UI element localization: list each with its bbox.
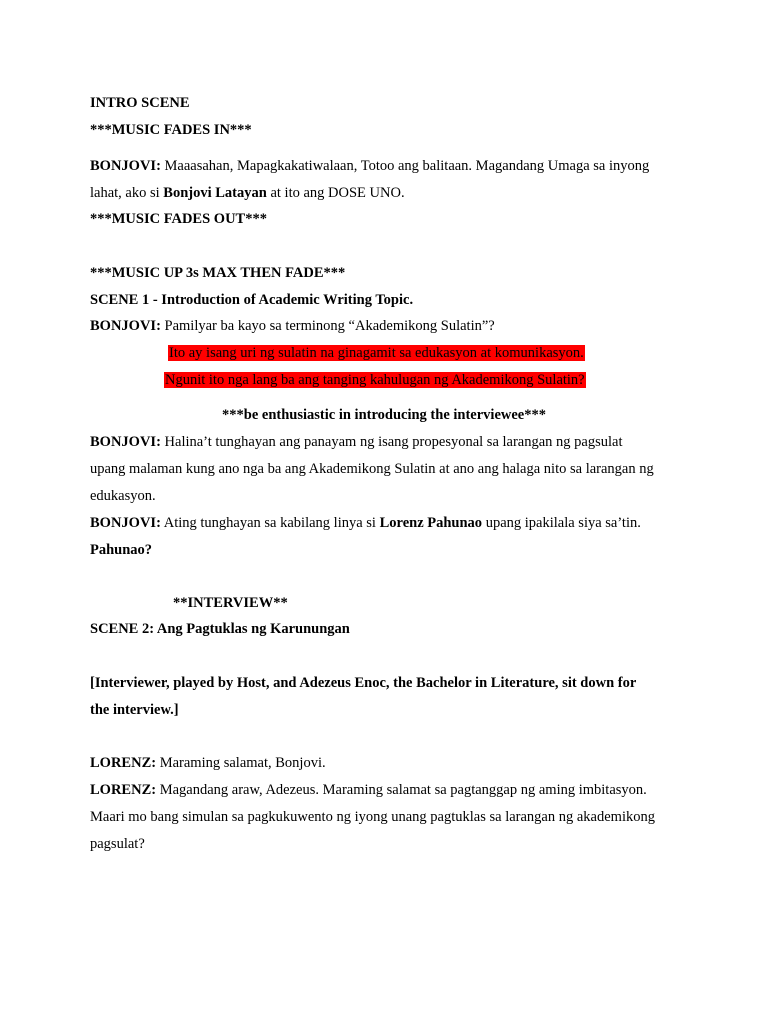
interviewer-name: Lorenz Pahunao — [379, 515, 483, 531]
stage-direction: [Interviewer, played by Host, and Adezeus Enoc, the Bachelor in Literature, sit down for — [90, 675, 637, 691]
dialogue-text: Pamilyar ba kayo sa terminong “Akademikong Sulatin”? — [164, 318, 495, 334]
music-fades-in-cue: ***MUSIC FADES IN*** — [90, 122, 252, 138]
highlighted-text: Ngunit ito nga lang ba ang tanging kahulugan ng Akademikong Sulatin? — [165, 372, 585, 388]
speaker-name: BONJOVI: — [90, 318, 161, 334]
dialogue-text: at ito ang DOSE UNO. — [270, 185, 405, 201]
dialogue-continuation — [90, 184, 405, 202]
speaker-name: LORENZ: — [90, 755, 157, 771]
dialogue-text: Ating tunghayan sa kabilang linya si — [163, 515, 376, 531]
speaker-name: BONJOVI: — [90, 434, 161, 450]
scene-2-heading: SCENE 2: Ang Pagtuklas ng Karunungan — [90, 621, 350, 637]
intro-scene-heading: INTRO SCENE — [90, 95, 190, 111]
scene-1-heading: SCENE 1 - Introduction of Academic Writing Topic. — [90, 292, 414, 308]
dialogue-line — [90, 514, 641, 532]
host-name: Bonjovi Latayan — [163, 185, 267, 201]
dialogue-continuation: Pahunao? — [90, 542, 153, 558]
dialogue-line — [90, 317, 495, 335]
stage-direction: ***be enthusiastic in introducing the interviewee*** — [222, 407, 546, 423]
dialogue-line — [90, 157, 649, 175]
dialogue-text: Maaasahan, Mapagkakatiwalaan, Totoo ang balitaan. Magandang Umaga sa inyong — [164, 158, 650, 174]
dialogue-text: Magandang araw, Adezeus. Maraming salamat sa pagtanggap ng aming imbitasyon. — [159, 782, 647, 798]
speaker-name: BONJOVI: — [90, 515, 161, 531]
stage-direction-continuation: the interview.] — [90, 702, 179, 718]
dialogue-line — [90, 433, 623, 451]
music-up-cue: ***MUSIC UP 3s MAX THEN FADE*** — [90, 265, 346, 281]
dialogue-text: Halina’t tunghayan ang panayam ng isang propesyonal sa larangan ng pagsulat — [164, 434, 623, 450]
dialogue-line — [90, 754, 326, 772]
dialogue-continuation: edukasyon. — [90, 488, 156, 504]
highlighted-line-2 — [164, 371, 586, 389]
music-fades-out-cue: ***MUSIC FADES OUT*** — [90, 211, 267, 227]
dialogue-text: upang ipakilala siya sa’tin. — [485, 515, 641, 531]
speaker-name: LORENZ: — [90, 782, 157, 798]
interview-heading: **INTERVIEW** — [173, 595, 288, 611]
highlighted-line-1 — [168, 344, 585, 362]
dialogue-text: lahat, ako si — [90, 185, 160, 201]
dialogue-continuation: upang malaman kung ano nga ba ang Akademikong Sulatin at ano ang halaga nito sa larangan ng — [90, 461, 654, 477]
speaker-name: BONJOVI: — [90, 158, 161, 174]
dialogue-continuation: Maari mo bang simulan sa pagkukuwento ng iyong unang pagtuklas sa larangan ng akademikong — [90, 809, 655, 825]
dialogue-line — [90, 781, 647, 799]
dialogue-continuation: pagsulat? — [90, 836, 145, 852]
highlighted-text: Ito ay isang uri ng sulatin na ginagamit sa edukasyon at komunikasyon. — [169, 345, 584, 361]
dialogue-text: Maraming salamat, Bonjovi. — [159, 755, 326, 771]
